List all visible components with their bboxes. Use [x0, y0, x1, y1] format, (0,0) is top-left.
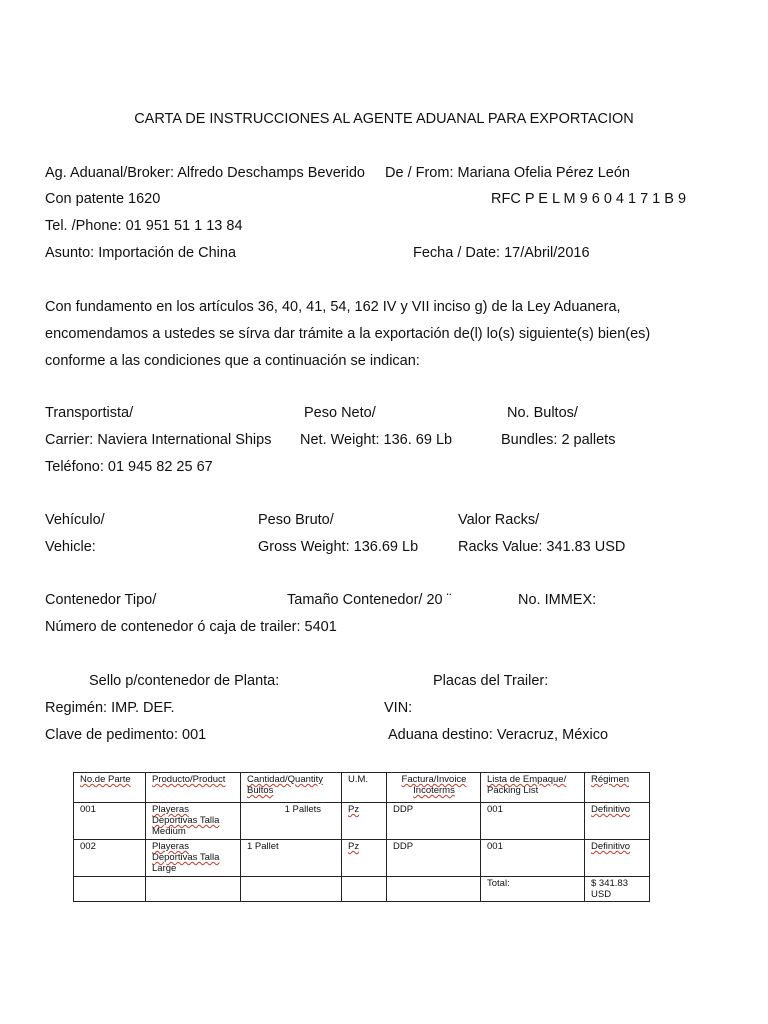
cell-invoice: DDP — [387, 803, 481, 840]
racks-label: Valor Racks/ — [458, 512, 540, 528]
intro-line: conforme a las condiciones que a continuación se indican: — [45, 353, 420, 369]
cell-um: Pz — [342, 840, 387, 877]
cell-product: Playeras Deportivas Talla Large — [146, 840, 241, 877]
cell-quantity: 1 Pallets — [241, 803, 342, 840]
header-um: U.M. — [342, 773, 387, 803]
bundles-label: No. Bultos/ — [507, 405, 578, 421]
plates-label: Placas del Trailer: — [433, 673, 549, 689]
immex-label: No. IMMEX: — [518, 592, 597, 608]
table-total-row — [74, 877, 650, 902]
document-title: CARTA DE INSTRUCCIONES AL AGENTE ADUANAL PARA EXPORTACION — [134, 111, 634, 127]
carrier-phone: Teléfono: 01 945 82 25 67 — [45, 459, 213, 475]
header-regimen: Régimen — [585, 773, 650, 803]
seal-label: Sello p/contenedor de Planta: — [89, 673, 280, 689]
vehicle-label: Vehículo/ — [45, 512, 105, 528]
table-row — [74, 803, 650, 840]
racks-value: Racks Value: 341.83 USD — [458, 539, 626, 555]
cell-empty — [74, 877, 146, 902]
carrier-label: Transportista/ — [45, 405, 134, 421]
cell-um: Pz — [342, 803, 387, 840]
bundles-value: Bundles: 2 pallets — [501, 432, 616, 448]
container-number: Número de contenedor ó caja de trailer: 5401 — [45, 619, 337, 635]
cell-empty — [342, 877, 387, 902]
net-weight-value: Net. Weight: 136. 69 Lb — [300, 432, 453, 448]
aduana-line: Aduana destino: Veracruz, México — [388, 727, 609, 743]
header-packing: Lista de Empaque/ Packing List — [481, 773, 585, 803]
total-label: Total: — [481, 877, 585, 902]
carrier-value: Carrier: Naviera International Ships — [45, 432, 272, 448]
patente-line: Con patente 1620 — [45, 191, 161, 207]
regimen-line: Regimén: IMP. DEF. — [45, 700, 175, 716]
table-row — [74, 840, 650, 877]
vehicle-value: Vehicle: — [45, 539, 96, 555]
total-value: $ 341.83 USD — [585, 877, 650, 902]
clave-line: Clave de pedimento: 001 — [45, 727, 207, 743]
intro-line: encomendamos a ustedes se sírva dar trámite a la exportación de(l) lo(s) siguiente(s) bien(es) — [45, 326, 651, 342]
gross-weight-value: Gross Weight: 136.69 Lb — [258, 539, 419, 555]
gross-weight-label: Peso Bruto/ — [258, 512, 334, 528]
cell-empty — [241, 877, 342, 902]
header-invoice: Factura/Invoice Incoterms — [387, 773, 481, 803]
table-header-row — [74, 773, 650, 803]
container-type: Contenedor Tipo/ — [45, 592, 157, 608]
cell-quantity: 1 Pallet — [241, 840, 342, 877]
cell-empty — [387, 877, 481, 902]
phone-line: Tel. /Phone: 01 951 51 1 13 84 — [45, 218, 243, 234]
rfc-line: RFC P E L M 9 6 0 4 1 7 1 B 9 — [491, 191, 687, 207]
cell-invoice: DDP — [387, 840, 481, 877]
cell-regimen: Definitivo — [585, 803, 650, 840]
asunto-line: Asunto: Importación de China — [45, 245, 237, 261]
header-product: Producto/Product — [146, 773, 241, 803]
fecha-line: Fecha / Date: 17/Abril/2016 — [413, 245, 590, 261]
cell-regimen: Definitivo — [585, 840, 650, 877]
intro-line: Con fundamento en los artículos 36, 40, 41, 54, 162 IV y VII inciso g) de la Ley Aduanera, — [45, 299, 621, 315]
cell-part: 002 — [74, 840, 146, 877]
header-quantity: Cantidad/Quantity Bultos — [241, 773, 342, 803]
container-size: Tamaño Contenedor/ 20 ¨ — [287, 592, 452, 608]
cell-packing: 001 — [481, 840, 585, 877]
net-weight-label: Peso Neto/ — [304, 405, 376, 421]
vin-label: VIN: — [384, 700, 413, 716]
cell-product: Playeras Deportivas Talla Medium — [146, 803, 241, 840]
items-table — [73, 772, 650, 902]
from-line: De / From: Mariana Ofelia Pérez León — [385, 165, 630, 181]
broker-line: Ag. Aduanal/Broker: Alfredo Deschamps Beverido — [45, 165, 365, 181]
cell-packing: 001 — [481, 803, 585, 840]
header-part: No.de Parte — [74, 773, 146, 803]
cell-empty — [146, 877, 241, 902]
cell-part: 001 — [74, 803, 146, 840]
